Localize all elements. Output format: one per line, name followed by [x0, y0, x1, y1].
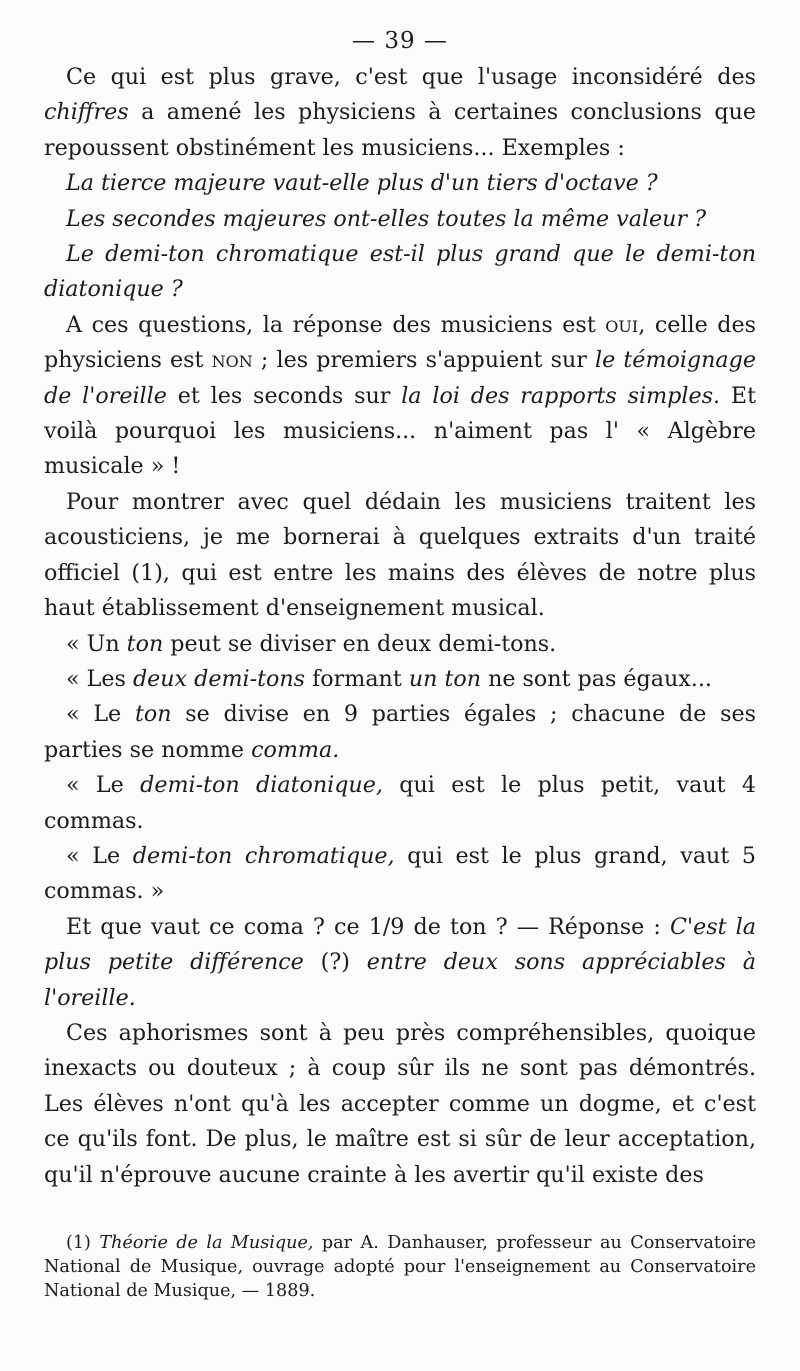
- quote-3: « Le ton se divise en 9 parties égales ; chacune de ses parties se nomme comma.: [44, 701, 757, 763]
- quote-1: « Un ton peut se diviser en deux demi-tons.: [66, 630, 557, 657]
- question-1: La tierce majeure vaut-elle plus d'un tiers d'octave ?: [66, 170, 658, 197]
- page-number: — 39 —: [352, 28, 448, 54]
- paragraph-4: Et que vaut ce coma ? ce 1/9 de ton ? — Réponse : C'est la plus petite différence (?) entre deux sons appréciables à l'oreille.: [44, 913, 756, 1011]
- quote-5: « Le demi-ton chromatique, qui est le plus grand, vaut 5 commas. »: [44, 842, 757, 905]
- body-text: [44, 60, 756, 1193]
- footnote: [44, 1231, 756, 1303]
- paragraph-5: Ces aphorismes sont à peu près compréhensibles, quoique inexacts ou douteux ; à coup sûr ils ne sont pas démontrés. Les élèves n'ont qu'à les accepter comme un dogme, et c'est ce qu'ils font. De plus, le maître est si sûr de leur acceptation, qu'il n'éprouve aucune crainte à les avertir qu'il existe des: [44, 1019, 756, 1188]
- footnote-mark: (1): [66, 1233, 91, 1253]
- footnote-text: par A. Danhauser, professeur au Conservatoire National de Musique, ouvrage adopté pour l'enseignement au Conservatoire National de Musique, — 1889.: [44, 1233, 757, 1301]
- question-3: Le demi-ton chromatique est-il plus grand que le demi-ton diatonique ?: [44, 241, 756, 303]
- quote-2: « Les deux demi-tons formant un ton ne sont pas égaux...: [66, 665, 712, 692]
- paragraph-2: A ces questions, la réponse des musiciens est oui, celle des physiciens est non ; les premiers s'appuient sur le témoignage de l'oreille et les seconds sur la loi des rapports simples. Et voilà pourquoi les musiciens... n'aiment pas l' « Algèbre musicale » !: [44, 311, 756, 480]
- paragraph-1: Ce qui est plus grave, c'est que l'usage inconsidéré des chiffres a amené les physiciens à certaines conclusions que repoussent obstinément les musiciens... Exemples :: [44, 64, 756, 161]
- footnote-title: Théorie de la Musique,: [99, 1233, 314, 1253]
- paragraph-3: Pour montrer avec quel dédain les musiciens traitent les acousticiens, je me bornerai à quelques extraits d'un traité officiel (1), qui est entre les mains des élèves de notre plus haut établissement d'enseignement musical.: [44, 488, 756, 622]
- question-2: Les secondes majeures ont-elles toutes la même valeur ?: [66, 205, 707, 232]
- quote-4: « Le demi-ton diatonique, qui est le plus petit, vaut 4 commas.: [44, 772, 756, 834]
